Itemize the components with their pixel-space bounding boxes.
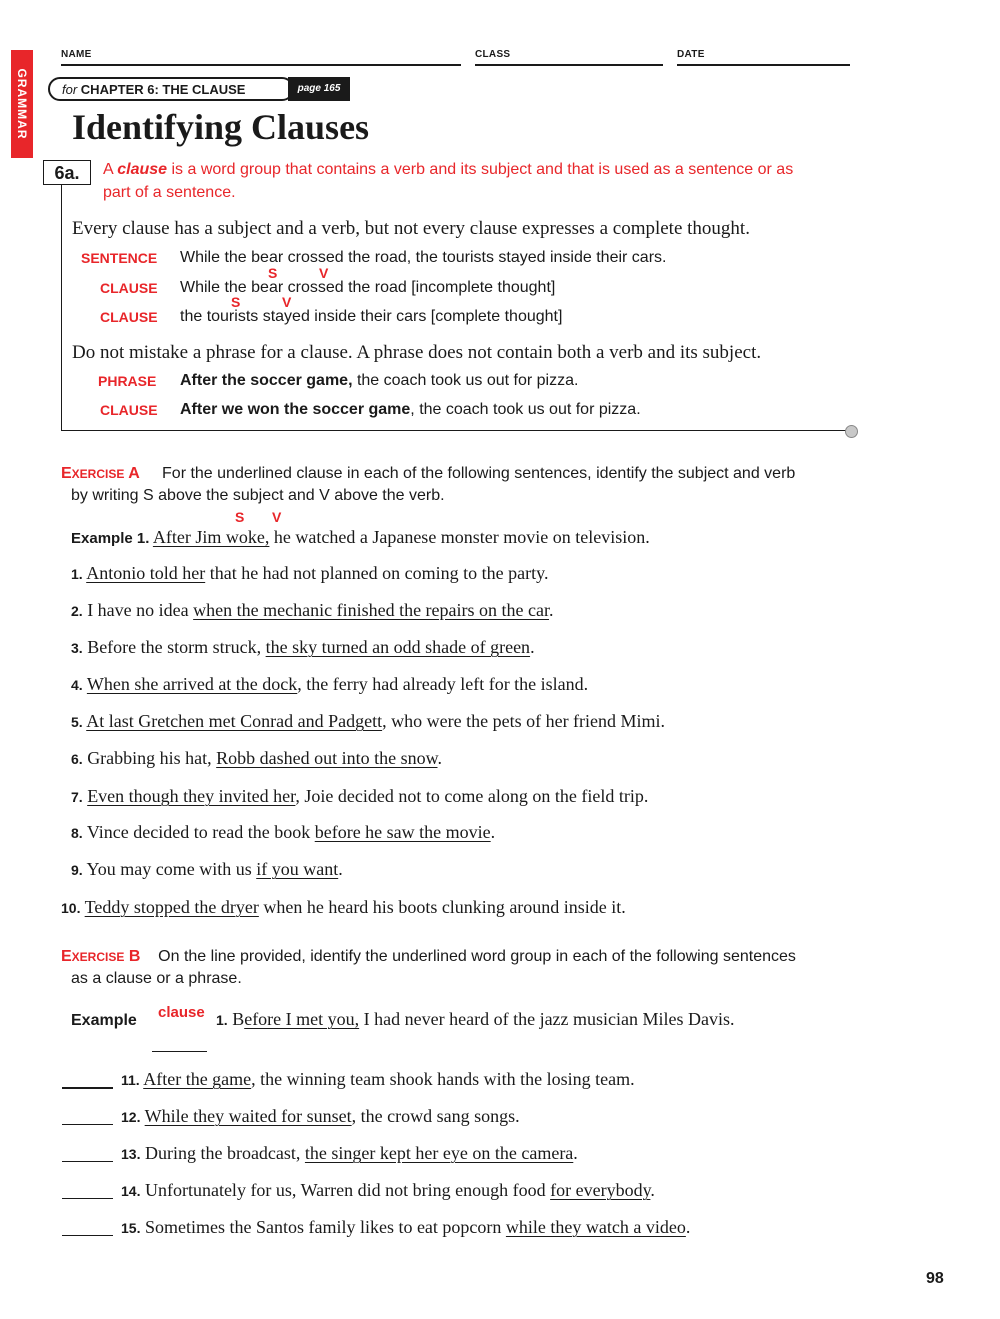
underlined-clause[interactable]: Teddy stopped the dryer: [84, 897, 259, 917]
exercise-b-item: [121, 1217, 690, 1238]
answer-blank[interactable]: [62, 1087, 113, 1089]
underlined-clause[interactable]: if you want: [256, 859, 339, 879]
item-text-after: .: [490, 822, 496, 842]
item-text-after: .: [338, 859, 343, 879]
underlined-word-group: While they waited for sunset: [144, 1106, 352, 1126]
date-label: DATE: [677, 49, 705, 60]
exercise-a-item[interactable]: [71, 674, 588, 695]
exercise-a-item[interactable]: [61, 897, 626, 918]
item-number: 13.: [121, 1146, 141, 1162]
chapter-heading: [62, 82, 245, 97]
item-number: 8.: [71, 825, 83, 841]
example-tag: CLAUSE: [100, 280, 158, 296]
exercise-b-item: [121, 1143, 578, 1164]
exercise-b-instructions-2: as a clause or a phrase.: [71, 970, 242, 987]
example-tag: SENTENCE: [81, 250, 158, 266]
item-text-after: , the ferry had already left for the island.: [297, 674, 589, 694]
example-sentence: While the bear crossed the road, the tourists stayed inside their cars.: [180, 249, 667, 266]
example-subject-mark: S: [235, 509, 245, 525]
item-number: 3.: [71, 640, 83, 656]
underlined-clause[interactable]: Antonio told her: [86, 563, 206, 583]
underlined-word-group: while they watch a video: [505, 1217, 686, 1237]
item-text-before: Unfortunately for us, Warren did not bring enough food: [144, 1180, 551, 1200]
subject-mark: S: [268, 265, 278, 281]
item-number: 5.: [71, 714, 83, 730]
item-text-before: Before the storm struck,: [87, 637, 266, 657]
item-number: 7.: [71, 789, 83, 805]
underlined-clause[interactable]: At last Gretchen met Conrad and Padgett: [86, 711, 383, 731]
exercise-a-instructions-2: by writing S above the subject and V above the verb.: [71, 487, 445, 504]
example-tag: CLAUSE: [100, 402, 158, 418]
item-text-before: You may come with us: [86, 859, 257, 879]
exercise-a-item[interactable]: [71, 637, 535, 658]
rule-definition-line-2: part of a sentence.: [103, 184, 236, 201]
item-number: 12.: [121, 1109, 141, 1125]
page-number: 98: [926, 1270, 944, 1287]
underlined-word-group: for everybody: [550, 1180, 651, 1200]
class-label: CLASS: [475, 49, 511, 60]
date-line[interactable]: [677, 64, 850, 66]
exercise-b-label: EXERCISE B: [61, 948, 141, 965]
item-number: 11.: [121, 1072, 140, 1088]
rule-definition-line-1: A clause is a word group that contains a verb and its subject and that is used as a sentence or as: [103, 161, 794, 178]
grammar-tab: [11, 50, 33, 158]
exercise-b-item: [121, 1180, 655, 1201]
exercise-a-item[interactable]: [71, 859, 343, 880]
example-clause: While the bear crossed the road [incomplete thought]: [180, 279, 556, 296]
item-text-after: , the crowd sang songs.: [351, 1106, 520, 1126]
answer-blank[interactable]: [62, 1198, 113, 1199]
exercise-a-example: Example 1. After Jim woke, he watched a Japanese monster movie on television.: [71, 527, 650, 547]
item-text-before: Sometimes the Santos family likes to eat popcorn: [144, 1217, 506, 1237]
grammar-tab-label: GRAMMAR: [15, 68, 29, 140]
exercise-a-label: EXERCISE A: [61, 465, 140, 482]
item-text-after: that he had not planned on coming to the party.: [205, 563, 549, 583]
item-text-after: , Joie decided not to come along on the field trip.: [295, 786, 649, 806]
page-title: Identifying Clauses: [72, 107, 370, 147]
exercise-a-item[interactable]: [71, 563, 548, 584]
item-number: 4.: [71, 677, 83, 693]
rule-number: 6a.: [43, 160, 91, 185]
exercise-a-instructions: EXERCISE A For the underlined clause in each of the following sentences, identify the subject and verb: [61, 465, 796, 482]
item-number: 6.: [71, 751, 83, 767]
answer-blank[interactable]: [62, 1161, 113, 1162]
item-text-after: .: [530, 637, 535, 657]
item-number: 14.: [121, 1183, 141, 1199]
item-text-before: Grabbing his hat,: [87, 748, 217, 768]
item-text-after: .: [437, 748, 442, 768]
exercise-a-item[interactable]: [71, 822, 495, 843]
exercise-b-example-blank: [152, 1051, 207, 1052]
example-clause: the tourists stayed inside their cars [complete thought]: [180, 308, 563, 325]
exercise-b-item: [121, 1106, 520, 1127]
item-text-after: , who were the pets of her friend Mimi.: [382, 711, 666, 731]
answer-blank[interactable]: [62, 1124, 113, 1125]
exercise-a-item[interactable]: [71, 748, 442, 769]
exercise-b-item: [121, 1069, 635, 1090]
underlined-clause[interactable]: when the mechanic finished the repairs on the car: [193, 600, 550, 620]
verb-mark: V: [282, 294, 292, 310]
item-text-after: .: [685, 1217, 691, 1237]
page-reference: page 165: [288, 77, 350, 101]
name-line[interactable]: [61, 64, 461, 66]
verb-mark: V: [319, 265, 329, 281]
rule-term: clause: [117, 161, 168, 178]
rule-intro: Every clause has a subject and a verb, but not every clause expresses a complete thought.: [72, 218, 750, 239]
exercise-a-item[interactable]: [71, 711, 665, 732]
underlined-word-group: After the game: [143, 1069, 252, 1089]
exercise-b-example-label: Example: [71, 1012, 137, 1029]
exercise-b-instructions: EXERCISE B On the line provided, identify the underlined word group in each of the following sentences: [61, 948, 796, 965]
item-text-after: .: [650, 1180, 655, 1200]
item-text-before: During the broadcast,: [144, 1143, 305, 1163]
item-text-after: .: [549, 600, 554, 620]
item-number: 9.: [71, 862, 83, 878]
item-text-before: Vince decided to read the book: [86, 822, 315, 842]
phrase-example: After the soccer game, the coach took us out for pizza.: [180, 372, 579, 389]
clause-example: After we won the soccer game, the coach took us out for pizza.: [180, 401, 641, 418]
item-text-before: I have no idea: [87, 600, 194, 620]
item-text-after: when he heard his boots clunking around inside it.: [258, 897, 626, 917]
underlined-clause[interactable]: before he saw the movie: [314, 822, 491, 842]
answer-blank[interactable]: [62, 1235, 113, 1236]
exercise-a-item[interactable]: [71, 786, 648, 807]
underlined-clause[interactable]: the sky turned an odd shade of green: [265, 637, 531, 657]
item-number: 10.: [61, 900, 81, 916]
item-text-after: .: [573, 1143, 578, 1163]
name-label: NAME: [61, 49, 92, 60]
subject-mark: S: [231, 294, 241, 310]
exercise-b-example: 1. Before I met you, I had never heard of the jazz musician Miles Davis.: [216, 1009, 735, 1029]
exercise-a-item[interactable]: [71, 600, 554, 621]
item-text-after: , the winning team shook hands with the losing team.: [251, 1069, 635, 1089]
exercise-b-example-answer: clause: [158, 1004, 205, 1021]
underlined-word-group: the singer kept her eye on the camera: [304, 1143, 574, 1163]
example-verb-mark: V: [272, 509, 282, 525]
class-line[interactable]: [475, 64, 663, 66]
chapter-for: for: [62, 82, 78, 97]
item-number: 1.: [71, 566, 83, 582]
item-number: 15.: [121, 1220, 141, 1236]
underlined-clause[interactable]: Even though they invited her: [87, 786, 296, 806]
example-tag: CLAUSE: [100, 309, 158, 325]
chapter-title: CHAPTER 6: THE CLAUSE: [80, 82, 246, 97]
item-number: 2.: [71, 603, 83, 619]
rule-box-end-mark: [845, 425, 858, 438]
example-tag: PHRASE: [98, 373, 157, 389]
underlined-clause[interactable]: When she arrived at the dock: [86, 674, 298, 694]
phrase-intro: Do not mistake a phrase for a clause. A phrase does not contain both a verb and its subject.: [72, 342, 762, 363]
underlined-clause[interactable]: Robb dashed out into the snow: [216, 748, 438, 768]
